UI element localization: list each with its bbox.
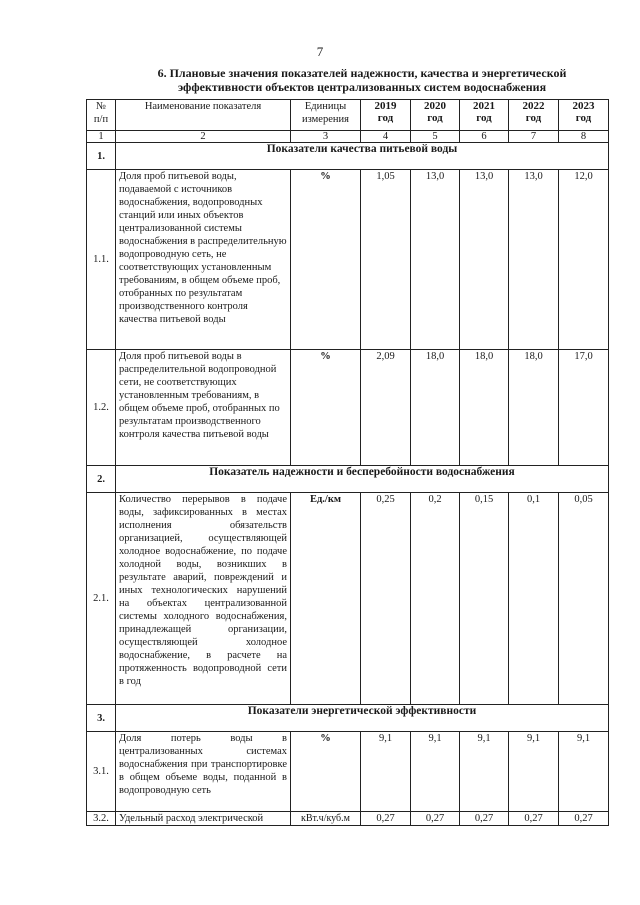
column-number: 5 (411, 131, 460, 143)
header-unit-line2: измерения (302, 114, 349, 125)
row-number: 2.1. (87, 493, 116, 705)
indicator-unit: % (291, 170, 361, 350)
value-2019: 1,05 (361, 170, 411, 350)
row-number: 1.2. (87, 350, 116, 466)
value-2023: 12,0 (559, 170, 609, 350)
column-number: 4 (361, 131, 411, 143)
value-2022: 18,0 (509, 350, 559, 466)
value-2021: 13,0 (460, 170, 509, 350)
year-suffix: год (377, 112, 394, 124)
header-row (87, 100, 609, 131)
table-row (87, 170, 609, 350)
section-row (87, 466, 609, 493)
header-unit (291, 100, 361, 131)
value-2020: 0,27 (411, 812, 460, 826)
value-2022: 13,0 (509, 170, 559, 350)
section-title: Показатели энергетической эффективности (116, 705, 609, 732)
year-label: 2020 (424, 100, 446, 112)
indicator-name: Доля потерь воды в централизованных системах водоснабжения при транспортировке в общем объеме воды, поданной в водопроводную сеть (116, 732, 291, 812)
header-year-2019 (361, 100, 411, 131)
value-2023: 0,05 (559, 493, 609, 705)
value-2020: 9,1 (411, 732, 460, 812)
year-label: 2021 (473, 100, 495, 112)
section-row (87, 143, 609, 170)
table-row (87, 812, 609, 826)
section-number: 2. (87, 466, 116, 493)
header-year-2021 (460, 100, 509, 131)
indicator-unit: Ед./км (291, 493, 361, 705)
value-2021: 0,27 (460, 812, 509, 826)
header-num (87, 100, 116, 131)
header-num-line1: № (95, 101, 107, 112)
section-title: Показатель надежности и бесперебойности водоснабжения (116, 466, 609, 493)
value-2021: 0,15 (460, 493, 509, 705)
header-year-2023 (559, 100, 609, 131)
value-2022: 9,1 (509, 732, 559, 812)
indicator-name: Количество перерывов в подаче воды, зафиксированных в местах исполнения обязательств организацией, осуществляющей холодное водоснабжение, по подаче холодной воды, возникших в результате аварий, повреждений и иных технологических нарушений на объектах централизованной системы холодного водоснабжения, принадлежащей организации, осуществляющей холодное водоснабжение, в расчете на протяженность водопроводной сети в год (116, 493, 291, 705)
indicator-name: Доля проб питьевой воды в распределительной водопроводной сети, не соответствующих установленным требованиям, в общем объеме проб, отобранных по результатам производственного контроля качества питьевой воды (116, 350, 291, 466)
value-2021: 9,1 (460, 732, 509, 812)
indicators-table (86, 99, 609, 826)
section-row (87, 705, 609, 732)
table-heading (128, 66, 596, 94)
indicator-name-text: Удельный расход электрической (119, 813, 264, 824)
section-number: 3. (87, 705, 116, 732)
table-row (87, 493, 609, 705)
value-2019: 2,09 (361, 350, 411, 466)
header-unit-line1: Единицы (304, 101, 347, 112)
column-number-row (87, 131, 609, 143)
value-2021: 18,0 (460, 350, 509, 466)
header-year-2020 (411, 100, 460, 131)
indicator-unit: % (291, 732, 361, 812)
column-number: 2 (116, 131, 291, 143)
value-2022: 0,1 (509, 493, 559, 705)
column-number: 1 (87, 131, 116, 143)
heading-line-1: 6. Плановые значения показателей надежности, качества и энергетической (157, 66, 567, 80)
value-2023: 9,1 (559, 732, 609, 812)
column-number: 3 (291, 131, 361, 143)
indicator-name: Доля проб питьевой воды, подаваемой с источников водоснабжения, водопроводных станций или иных объектов централизованной системы водоснабжения в распределительную водопроводную сеть, не соответствующих установленным требованиям, в общем объеме проб, отобранных по результатам производственного контроля качества питьевой воды (116, 170, 291, 350)
table-row (87, 350, 609, 466)
year-suffix: год (427, 112, 443, 124)
value-2020: 18,0 (411, 350, 460, 466)
year-suffix: год (525, 112, 542, 124)
value-2019: 0,27 (361, 812, 411, 826)
row-number: 1.1. (87, 170, 116, 350)
section-title: Показатели качества питьевой воды (116, 143, 609, 170)
header-year-2022 (509, 100, 559, 131)
value-2023: 0,27 (559, 812, 609, 826)
year-suffix: год (476, 112, 492, 124)
indicator-unit: % (291, 350, 361, 466)
column-number: 7 (509, 131, 559, 143)
year-suffix: год (575, 112, 592, 124)
row-number: 3.1. (87, 732, 116, 812)
header-name: Наименование показателя (116, 100, 291, 131)
year-label: 2019 (374, 100, 397, 112)
row-number: 3.2. (87, 812, 116, 826)
value-2019: 9,1 (361, 732, 411, 812)
value-2019: 0,25 (361, 493, 411, 705)
value-2023: 17,0 (559, 350, 609, 466)
header-num-line2: п/п (93, 114, 109, 125)
section-number: 1. (87, 143, 116, 170)
value-2020: 0,2 (411, 493, 460, 705)
year-label: 2022 (522, 100, 545, 112)
page-number: 7 (316, 44, 324, 59)
column-number: 6 (460, 131, 509, 143)
heading-line-2: эффективности объектов централизованных систем водоснабжения (177, 80, 547, 94)
value-2022: 0,27 (509, 812, 559, 826)
indicator-name (116, 812, 291, 826)
table-row (87, 732, 609, 812)
year-label: 2023 (572, 100, 595, 112)
indicator-unit: кВт.ч/куб.м (291, 812, 361, 826)
column-number: 8 (559, 131, 609, 143)
value-2020: 13,0 (411, 170, 460, 350)
